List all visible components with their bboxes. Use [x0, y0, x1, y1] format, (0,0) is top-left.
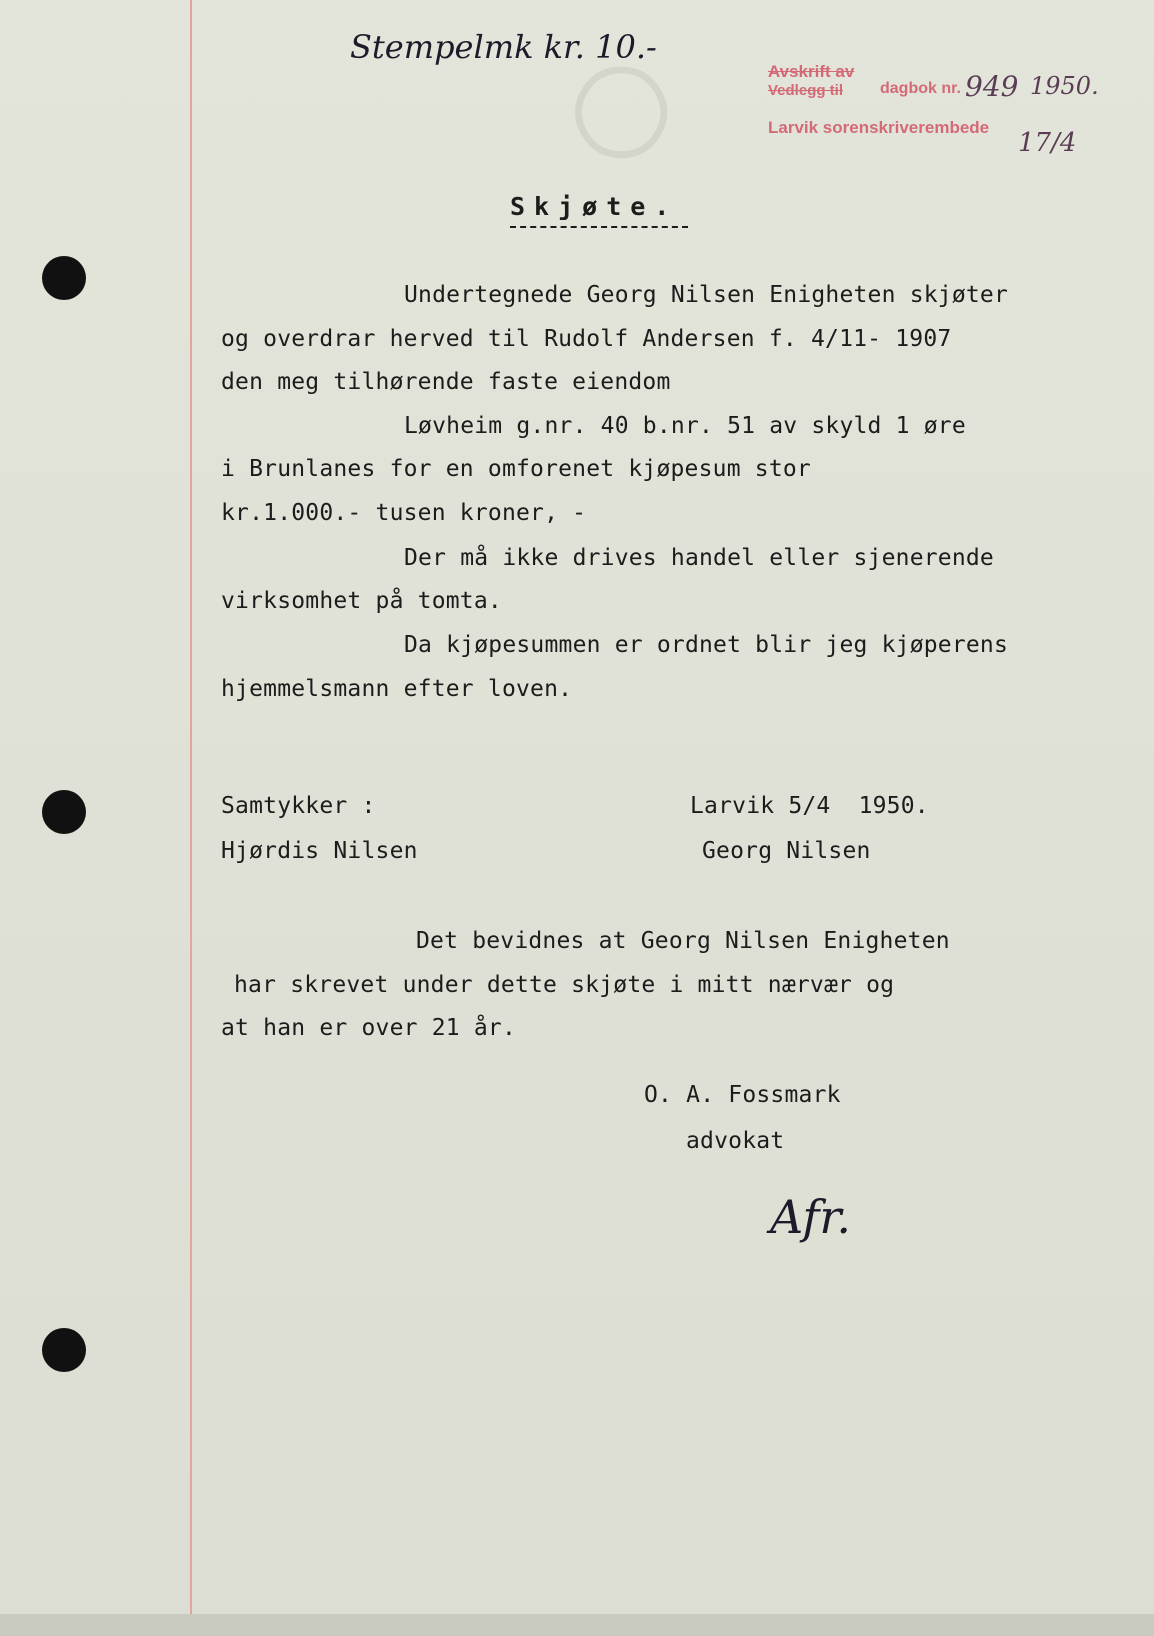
registry-stamp-year: 1950.: [1030, 72, 1099, 100]
watermark: ○: [561, 60, 700, 165]
seller-name: Georg Nilsen: [702, 838, 871, 864]
registry-stamp-line1: Avskrift av: [768, 62, 855, 81]
consent-label: Samtykker :: [221, 793, 376, 819]
paragraph-line: virksomhet på tomta.: [221, 588, 502, 614]
consent-name: Hjørdis Nilsen: [221, 838, 418, 864]
document-title: Skjøte.: [510, 192, 679, 221]
attestation-line: at han er over 21 år.: [221, 1015, 516, 1041]
paragraph-line: den meg tilhørende faste eiendom: [221, 369, 671, 395]
witness-title: advokat: [686, 1128, 785, 1154]
paragraph-line: Løvheim g.nr. 40 b.nr. 51 av skyld 1 øre: [404, 413, 966, 439]
attestation-line: Det bevidnes at Georg Nilsen Enigheten: [416, 928, 950, 954]
punch-hole-middle: [42, 790, 86, 834]
margin-line: [190, 0, 192, 1636]
punch-hole-bottom: [42, 1328, 86, 1372]
paragraph-line: og overdrar herved til Rudolf Andersen f. 4/11- 1907: [221, 326, 952, 352]
registry-stamp-date: 17/4: [1018, 128, 1077, 158]
page-bottom-edge: [0, 1614, 1154, 1636]
paragraph-line: i Brunlanes for en omforenet kjøpesum stor: [221, 456, 811, 482]
paragraph-line: Undertegnede Georg Nilsen Enigheten skjøter: [404, 282, 1009, 308]
paragraph-line: kr.1.000.- tusen kroner, -: [221, 500, 587, 526]
title-underline: [510, 226, 688, 228]
handwritten-stamp-fee: Stempelmk kr. 10.-: [350, 28, 657, 66]
registry-stamp-dagbok-number: 949: [965, 70, 1019, 103]
registry-stamp-dagbok-label: dagbok nr.: [880, 80, 961, 97]
registry-stamp-line1b: Vedlegg til: [768, 82, 844, 99]
punch-hole-top: [42, 256, 86, 300]
place-date: Larvik 5/4 1950.: [690, 793, 929, 819]
handwritten-initials: Afr.: [770, 1190, 851, 1244]
witness-name: O. A. Fossmark: [644, 1082, 841, 1108]
paragraph-line: Der må ikke drives handel eller sjenerende: [404, 545, 994, 571]
registry-stamp-office: Larvik sorenskriverembede: [768, 118, 990, 137]
paragraph-line: Da kjøpesummen er ordnet blir jeg kjøperens: [404, 632, 1009, 658]
paragraph-line: hjemmelsmann efter loven.: [221, 676, 573, 702]
attestation-line: har skrevet under dette skjøte i mitt nærvær og: [234, 972, 895, 998]
